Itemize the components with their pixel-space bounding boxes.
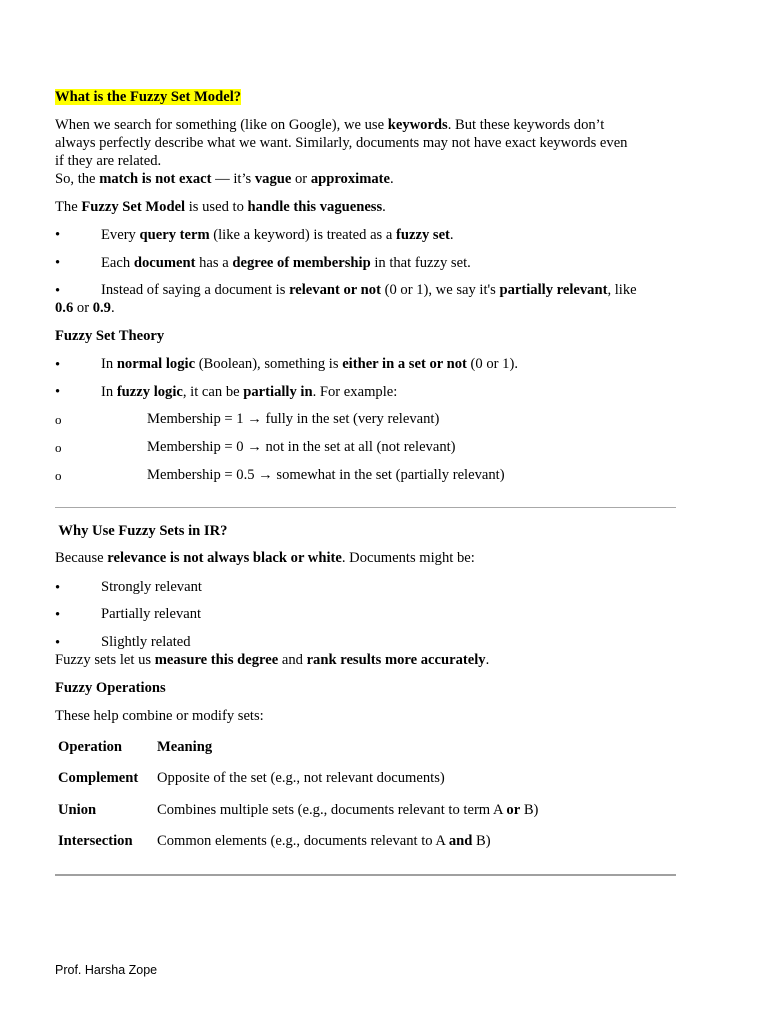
text: . — [449, 227, 454, 243]
section-heading-why: Why Use Fuzzy Sets in IR? — [55, 523, 228, 539]
intro-paragraph-line2: always perfectly describe what we want. Similarly, documents may not have exact keywords even — [55, 135, 628, 151]
text: So, the — [55, 171, 100, 187]
text: . — [110, 300, 115, 316]
text: (0 or 1), we say it's — [380, 282, 500, 298]
bold-text: keywords — [387, 117, 448, 133]
table-cell-meaning: Opposite of the set (e.g., not relevant documents) — [157, 770, 445, 786]
sub-bullet-icon: o — [55, 468, 62, 483]
model-paragraph — [55, 198, 680, 216]
bullet-icon: • — [55, 384, 61, 400]
text: Each — [101, 255, 134, 271]
list-item — [101, 254, 471, 272]
bullet-icon: • — [55, 580, 61, 596]
bold-text: degree of membership — [232, 255, 371, 271]
why-paragraph — [55, 549, 680, 567]
bold-text: rank results more accurately — [306, 652, 486, 668]
list-item: Partially relevant — [101, 606, 202, 622]
bold-text: fuzzy set — [396, 227, 450, 243]
text: , it can be — [182, 384, 244, 400]
footer-author: Prof. Harsha Zope — [55, 963, 158, 977]
intro-paragraph-line3: if they are related. — [55, 153, 162, 169]
list-item: Strongly relevant — [101, 579, 202, 595]
section-heading-theory: Fuzzy Set Theory — [55, 328, 165, 344]
text: (like a keyword) is treated as a — [209, 227, 397, 243]
text: . — [390, 171, 394, 187]
text: (0 or 1). — [466, 356, 518, 372]
bold-text: partially relevant — [499, 282, 608, 298]
text: . Documents might be: — [341, 550, 475, 566]
bullet-icon: • — [55, 255, 61, 271]
list-item — [101, 355, 518, 373]
bullet-icon: • — [55, 635, 61, 651]
horizontal-divider — [55, 507, 676, 508]
text: B) — [472, 833, 491, 849]
bold-text: 0.9 — [92, 300, 111, 316]
bullet-icon: • — [55, 607, 61, 623]
bold-text: vague — [254, 171, 292, 187]
text: Instead of saying a document is — [101, 282, 290, 298]
text: is used to — [185, 199, 248, 215]
text: . — [382, 199, 386, 215]
bold-text: relevance is not always black or white — [107, 550, 342, 566]
list-item — [101, 226, 454, 244]
text: has a — [195, 255, 233, 271]
bold-text: 0.6 — [55, 300, 74, 316]
bold-text: document — [133, 255, 196, 271]
list-item: Slightly related — [101, 634, 191, 650]
table-cell-meaning — [157, 832, 491, 850]
text: Fuzzy sets let us — [55, 652, 155, 668]
list-item — [101, 383, 397, 401]
table-header-operation: Operation — [58, 739, 123, 755]
text: or — [291, 171, 311, 187]
title-highlight: What is the Fuzzy Set Model? — [55, 89, 242, 105]
bullet-icon: • — [55, 227, 61, 243]
bold-text: relevant or not — [289, 282, 381, 298]
text: — it’s — [211, 171, 255, 187]
bullet-icon: • — [55, 357, 61, 373]
bold-text: measure this degree — [154, 652, 279, 668]
table-header-meaning: Meaning — [157, 739, 213, 755]
text: In — [101, 356, 117, 372]
table-cell-operation: Complement — [58, 770, 139, 786]
bold-text: query term — [139, 227, 210, 243]
text: . For example: — [312, 384, 398, 400]
table-cell-meaning — [157, 801, 538, 819]
list-item — [101, 281, 637, 299]
bold-text: match is not exact — [99, 171, 212, 187]
fuzzy-sets-paragraph — [55, 651, 680, 669]
sub-bullet-icon: o — [55, 440, 62, 455]
text: (Boolean), something is — [195, 356, 343, 372]
intro-paragraph-line4 — [55, 170, 680, 188]
section-title — [55, 88, 680, 106]
text: . But these keywords don’t — [447, 117, 605, 133]
text: and — [278, 652, 307, 668]
bold-text: partially in — [243, 384, 313, 400]
text: Every — [101, 227, 140, 243]
table-cell-operation: Intersection — [58, 833, 133, 849]
sub-bullet-icon: o — [55, 412, 62, 427]
sub-list-item: Membership = 0 → not in the set at all (not relevant) — [147, 439, 456, 455]
bold-text: handle this vagueness — [247, 199, 383, 215]
bullet-icon: • — [55, 283, 61, 299]
text: or — [73, 300, 93, 316]
intro-paragraph-line1 — [55, 116, 680, 134]
text: The — [55, 199, 82, 215]
operations-intro: These help combine or modify sets: — [55, 708, 264, 724]
text: , like — [607, 282, 637, 298]
section-heading-operations: Fuzzy Operations — [55, 680, 166, 696]
sub-list-item: Membership = 0.5 → somewhat in the set (partially relevant) — [147, 467, 505, 483]
bold-text: approximate — [310, 171, 390, 187]
bold-text: or — [506, 802, 521, 818]
bold-text: either in a set or not — [342, 356, 467, 372]
text: . — [485, 652, 490, 668]
bold-text: and — [448, 833, 473, 849]
text: Common elements (e.g., documents relevant to A — [157, 833, 449, 849]
horizontal-divider — [55, 874, 676, 876]
bold-text: normal logic — [116, 356, 196, 372]
text: Combines multiple sets (e.g., documents relevant to term A — [157, 802, 507, 818]
text: Because — [55, 550, 108, 566]
text: When we search for something (like on Google), we use — [55, 117, 388, 133]
text: B) — [520, 802, 539, 818]
text: in that fuzzy set. — [370, 255, 471, 271]
bold-text: fuzzy logic — [116, 384, 183, 400]
table-cell-operation: Union — [58, 802, 97, 818]
sub-list-item: Membership = 1 → fully in the set (very relevant) — [147, 411, 440, 427]
bold-text: Fuzzy Set Model — [81, 199, 186, 215]
list-item-continuation — [55, 299, 680, 317]
text: In — [101, 384, 117, 400]
